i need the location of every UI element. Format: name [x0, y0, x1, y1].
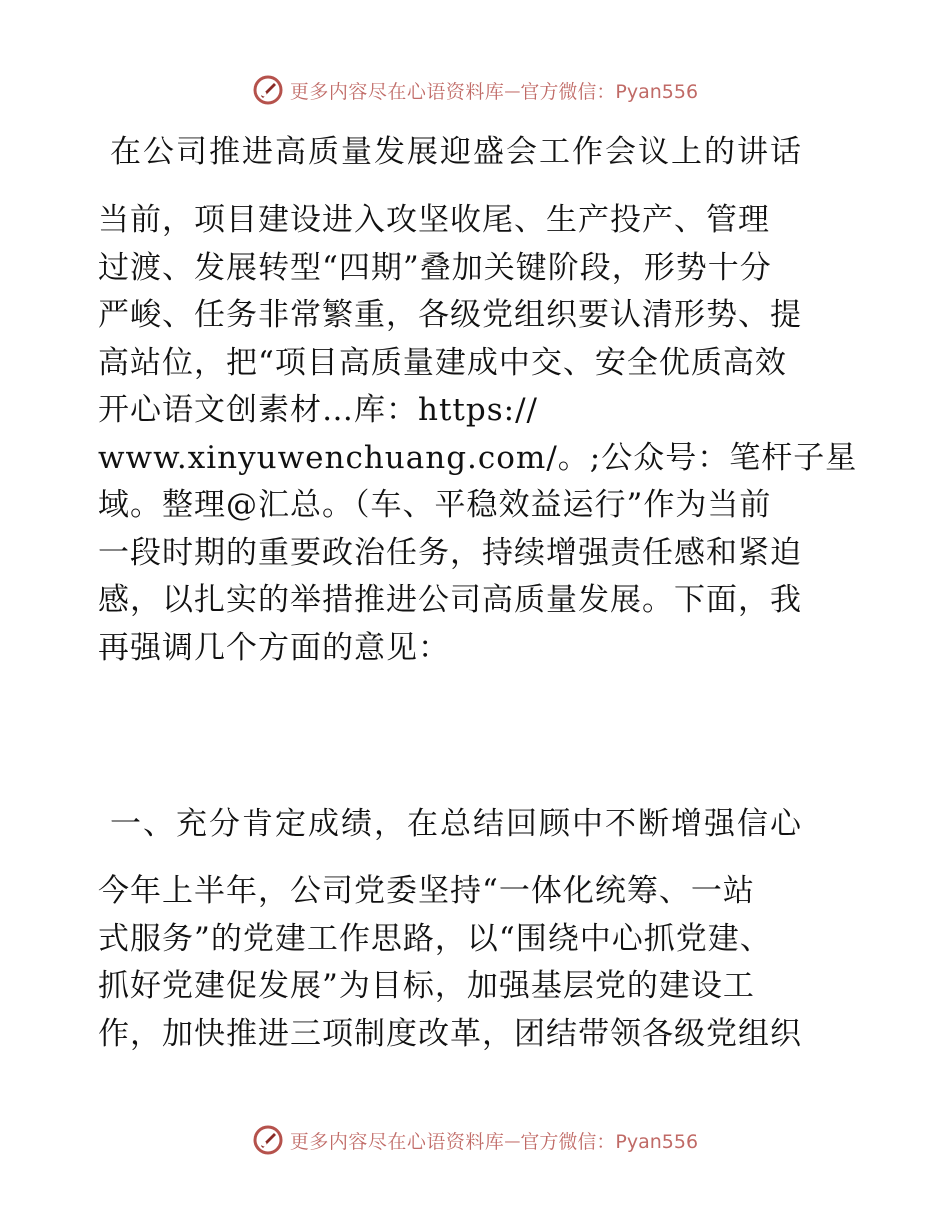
- watermark-wechat: 官方微信：Pyan556: [520, 80, 699, 103]
- watermark-dash: —: [504, 80, 521, 100]
- paragraph-line: 作，加快推进三项制度改革，团结带领各级党组织: [98, 1015, 802, 1052]
- paragraph-line: 当前，项目建设进入攻坚收尾、生产投产、管理: [98, 202, 770, 238]
- document-title: 在公司推进高质量发展迎盛会工作会议上的讲话: [110, 134, 803, 170]
- paragraph-line: 一段时期的重要政治任务，持续增强责任感和紧迫: [98, 534, 802, 571]
- paragraph-line: 域。整理@汇总。（车、平稳效益运行”作为当前: [98, 487, 772, 523]
- quill-logo-icon: [252, 74, 284, 106]
- paragraph-line: 抓好党建促发展”为目标，加强基层党的建设工: [98, 968, 755, 1004]
- paragraph-line: 过渡、发展转型“四期”叠加关键阶段，形势十分: [98, 249, 772, 286]
- paragraph-line: 再强调几个方面的意见：: [98, 629, 450, 666]
- paragraph-1: [98, 197, 858, 672]
- watermark-text: 更多内容尽在心语资料库: [289, 1130, 505, 1153]
- paragraph-line: 开心语文创素材…库：https://: [98, 392, 538, 428]
- section-heading-1: 一、充分肯定成绩，在总结回顾中不断增强信心: [110, 806, 803, 842]
- paragraph-line: 感，以扎实的举措推进公司高质量发展。下面，我: [98, 582, 802, 618]
- paragraph-line: 今年上半年，公司党委坚持“一体化统筹、一站: [98, 873, 755, 909]
- quill-logo-icon: [252, 1124, 284, 1156]
- watermark-wechat: 官方微信：Pyan556: [520, 1130, 699, 1153]
- paragraph-line-url: www.xinyuwenchuang.com/。;公众号：笔杆子星: [98, 439, 858, 476]
- paragraph-line: 高站位，把“项目高质量建成中交、安全优质高效: [98, 344, 787, 381]
- paragraph-line: 严峻、任务非常繁重，各级党组织要认清形势、提: [98, 297, 802, 333]
- paragraph-line: 式服务”的党建工作思路，以“围绕中心抓党建、: [98, 920, 772, 957]
- paragraph-2: [98, 868, 858, 1058]
- footer-watermark-banner: [0, 1120, 950, 1160]
- watermark-dash: —: [504, 1130, 521, 1150]
- header-watermark-banner: [0, 70, 950, 110]
- watermark-text: 更多内容尽在心语资料库: [289, 80, 505, 103]
